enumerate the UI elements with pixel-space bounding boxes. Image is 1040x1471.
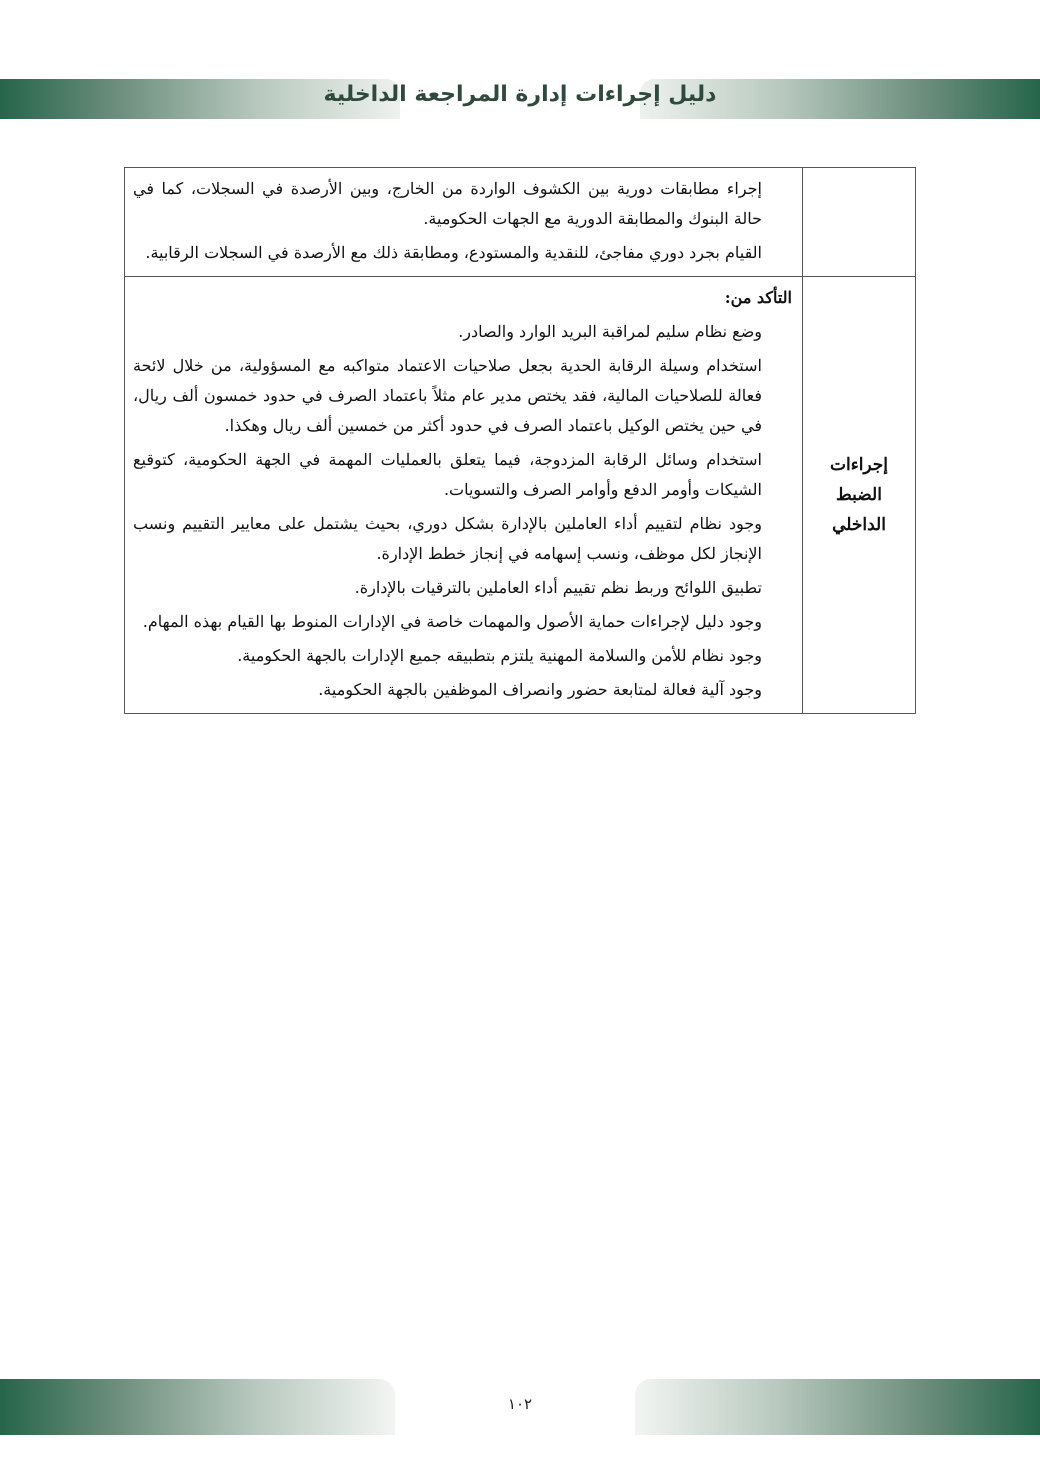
table-row	[125, 168, 916, 277]
page-footer-band	[0, 1379, 1040, 1435]
paragraph: وجود نظام للأمن والسلامة المهنية يلتزم بتطبيقه جميع الإدارات بالجهة الحكومية.	[237, 646, 762, 665]
table-row	[125, 277, 916, 714]
paragraph: استخدام وسائل الرقابة المزدوجة، فيما يتعلق بالعمليات المهمة في الجهة الحكومية، كتوقيع الشيكات وأومر الدفع وأوامر الصرف والتسويات.	[133, 450, 762, 499]
paragraph: وجود آلية فعالة لمتابعة حضور وانصراف الموظفين بالجهة الحكومية.	[318, 680, 762, 699]
page-number: ١٠٢	[507, 1395, 533, 1413]
paragraph: وضع نظام سليم لمراقبة البريد الوارد والصادر.	[458, 322, 762, 341]
row-label-cell	[803, 168, 916, 277]
paragraph: وجود دليل لإجراءات حماية الأصول والمهمات خاصة في الإدارات المنوط بها القيام بهذه المهام.	[142, 612, 762, 631]
row-label-cell	[803, 277, 916, 714]
paragraph: إجراء مطابقات دورية بين الكشوف الواردة من الخارج، وبين الأرصدة في السجلات، كما في حالة البنوك والمطابقة الدورية مع الجهات الحكومية.	[133, 179, 762, 228]
paragraph: وجود نظام لتقييم أداء العاملين بالإدارة بشكل دوري، بحيث يشتمل على معايير التقييم ونسب الإنجاز لكل موظف، ونسب إسهامه في إنجاز خطط الإدارة.	[133, 514, 762, 563]
page-header-band	[0, 79, 1040, 119]
row-content-cell	[125, 168, 803, 277]
row-label-internal-control: إجراءات الضبط الداخلي	[829, 455, 889, 535]
paragraph: تطبيق اللوائح وربط نظم تقييم أداء العاملين بالترقيات بالإدارة.	[354, 578, 762, 597]
row-content-cell	[125, 277, 803, 714]
lead-heading: التأكد من:	[724, 288, 792, 307]
paragraph: استخدام وسيلة الرقابة الحدية بجعل صلاحيات الاعتماد متواكبه مع المسؤولية، من خلال لائحة فعالة للصلاحيات المالية، فقد يختص مدير عام مثلاً باعتماد الصرف في حدود خمسون ألف ريال، في حين يختص الوكيل باعتماد الصرف في حدود أكثر من خمسين ألف ريال وهكذا.	[133, 356, 762, 435]
paragraph: القيام بجرد دوري مفاجئ، للنقدية والمستودع، ومطابقة ذلك مع الأرصدة في السجلات الرقابية.	[145, 243, 762, 262]
document-title: دليل إجراءات إدارة المراجعة الداخلية	[323, 82, 717, 107]
procedures-table	[124, 167, 916, 714]
